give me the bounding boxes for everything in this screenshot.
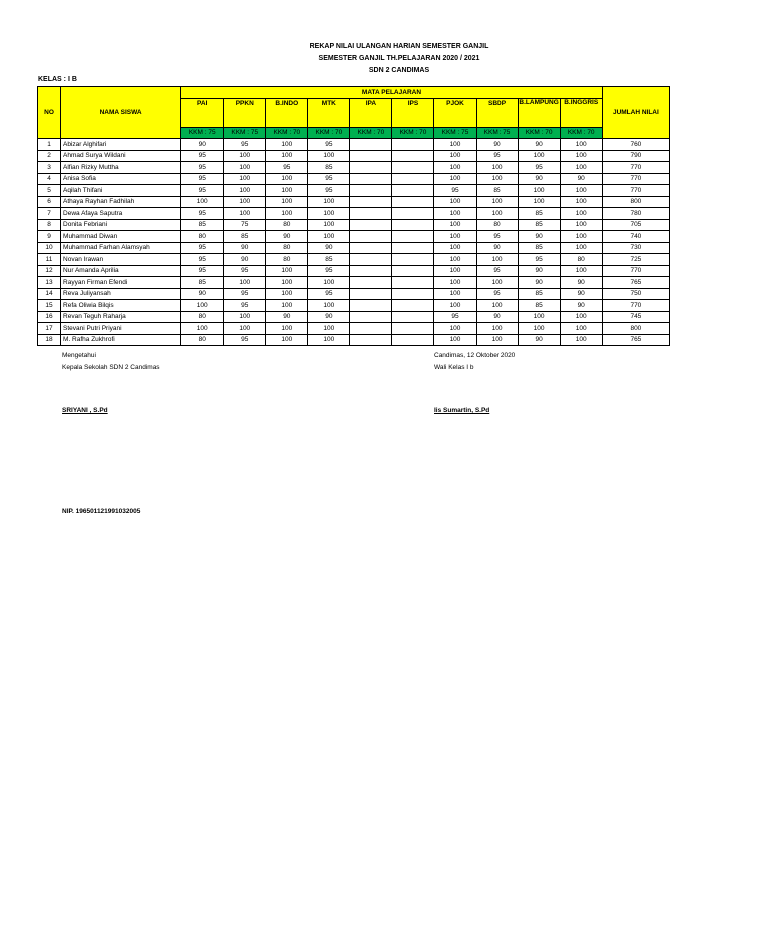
score-cell xyxy=(350,173,392,185)
score-cell: 90 xyxy=(518,265,560,277)
score-cell: 85 xyxy=(518,242,560,254)
score-cell: 95 xyxy=(181,162,224,174)
table-row xyxy=(38,265,670,277)
score-cell: 100 xyxy=(560,311,602,323)
score-cell xyxy=(392,139,434,151)
score-cell: 100 xyxy=(476,300,518,312)
table-row xyxy=(38,334,670,346)
kkm-cell: KKM : 70 xyxy=(266,127,308,139)
row-number: 16 xyxy=(38,311,61,323)
footer-left xyxy=(62,350,160,374)
subject-header: SBDP xyxy=(476,98,518,127)
score-cell: 100 xyxy=(434,208,476,220)
score-cell xyxy=(392,323,434,335)
score-cell: 100 xyxy=(434,277,476,289)
score-cell: 100 xyxy=(224,150,266,162)
score-cell: 95 xyxy=(181,242,224,254)
score-cell xyxy=(350,242,392,254)
score-cell xyxy=(392,208,434,220)
score-cell: 80 xyxy=(476,219,518,231)
score-cell: 95 xyxy=(308,173,350,185)
score-cell: 100 xyxy=(476,323,518,335)
header-total: JUMLAH NILAI xyxy=(602,87,669,139)
score-cell: 100 xyxy=(476,254,518,266)
score-cell: 100 xyxy=(224,311,266,323)
score-cell: 95 xyxy=(308,265,350,277)
score-cell: 90 xyxy=(476,311,518,323)
homeroom-teacher-name: Iis Sumartin, S.Pd xyxy=(434,407,490,414)
table-row xyxy=(38,311,670,323)
score-cell: 100 xyxy=(560,231,602,243)
score-cell xyxy=(392,231,434,243)
total-score: 770 xyxy=(602,185,669,197)
title-line-2: SEMESTER GANJIL TH.PELAJARAN 2020 / 2021 xyxy=(318,55,480,62)
score-cell: 100 xyxy=(560,185,602,197)
total-score: 745 xyxy=(602,311,669,323)
total-score: 800 xyxy=(602,323,669,335)
score-cell: 100 xyxy=(434,196,476,208)
score-cell: 90 xyxy=(518,173,560,185)
score-cell: 80 xyxy=(181,231,224,243)
score-cell: 95 xyxy=(308,288,350,300)
score-cell: 95 xyxy=(476,265,518,277)
score-cell: 95 xyxy=(224,288,266,300)
score-cell xyxy=(350,288,392,300)
total-score: 790 xyxy=(602,150,669,162)
row-number: 10 xyxy=(38,242,61,254)
acknowledged-label: Mengetahui xyxy=(62,352,96,359)
student-name: Alfian Rizky Muttha xyxy=(61,162,181,174)
kkm-cell: KKM : 75 xyxy=(224,127,266,139)
score-cell xyxy=(392,185,434,197)
score-cell: 100 xyxy=(434,334,476,346)
score-cell xyxy=(392,219,434,231)
score-cell: 100 xyxy=(308,150,350,162)
table-row xyxy=(38,300,670,312)
row-number: 13 xyxy=(38,277,61,289)
score-cell: 100 xyxy=(560,150,602,162)
score-cell: 85 xyxy=(181,277,224,289)
score-cell: 95 xyxy=(181,208,224,220)
total-score: 765 xyxy=(602,334,669,346)
kkm-cell: KKM : 70 xyxy=(560,127,602,139)
subject-header: PAI xyxy=(181,98,224,127)
score-cell: 85 xyxy=(518,208,560,220)
score-cell: 100 xyxy=(224,208,266,220)
score-cell: 90 xyxy=(518,231,560,243)
student-name: Muhammad Diwan xyxy=(61,231,181,243)
principal-name: SRIYANI , S.Pd xyxy=(62,407,108,414)
score-cell: 100 xyxy=(266,300,308,312)
score-cell: 90 xyxy=(560,173,602,185)
row-number: 3 xyxy=(38,162,61,174)
score-cell: 95 xyxy=(266,162,308,174)
score-cell xyxy=(350,185,392,197)
place-date: Candimas, 12 Oktober 2020 xyxy=(434,352,516,359)
report-title xyxy=(0,41,768,77)
score-cell: 90 xyxy=(308,242,350,254)
table-body xyxy=(38,139,670,346)
student-name: Donita Febriani xyxy=(61,219,181,231)
kkm-cell: KKM : 70 xyxy=(350,127,392,139)
score-cell xyxy=(392,334,434,346)
subject-header: B.LAMPUNG xyxy=(518,98,560,127)
table-row xyxy=(38,208,670,220)
student-name: Stevani Putri Priyani xyxy=(61,323,181,335)
score-cell xyxy=(350,277,392,289)
score-cell xyxy=(392,288,434,300)
score-cell: 100 xyxy=(518,150,560,162)
table-row xyxy=(38,288,670,300)
subject-header: B.INDO xyxy=(266,98,308,127)
score-cell: 100 xyxy=(434,162,476,174)
score-cell: 100 xyxy=(224,196,266,208)
score-cell xyxy=(350,300,392,312)
row-number: 7 xyxy=(38,208,61,220)
score-cell: 100 xyxy=(266,185,308,197)
kkm-cell: KKM : 75 xyxy=(181,127,224,139)
score-cell: 95 xyxy=(476,288,518,300)
score-cell: 100 xyxy=(434,139,476,151)
score-cell: 90 xyxy=(560,288,602,300)
score-cell: 100 xyxy=(434,231,476,243)
score-cell: 95 xyxy=(181,173,224,185)
score-cell: 80 xyxy=(266,254,308,266)
total-score: 765 xyxy=(602,277,669,289)
student-name: Dewa Afaya Saputra xyxy=(61,208,181,220)
score-cell: 95 xyxy=(308,139,350,151)
score-cell: 100 xyxy=(266,277,308,289)
score-cell xyxy=(350,334,392,346)
score-cell: 90 xyxy=(181,288,224,300)
student-name: Novan Irawan xyxy=(61,254,181,266)
score-cell: 100 xyxy=(476,208,518,220)
total-score: 705 xyxy=(602,219,669,231)
score-cell: 95 xyxy=(181,185,224,197)
score-cell xyxy=(350,231,392,243)
subject-header: IPS xyxy=(392,98,434,127)
score-cell: 90 xyxy=(476,139,518,151)
table-row xyxy=(38,242,670,254)
title-line-3: SDN 2 CANDIMAS xyxy=(368,67,430,74)
student-name: Athaya Rayhan Fadhilah xyxy=(61,196,181,208)
row-number: 14 xyxy=(38,288,61,300)
score-cell xyxy=(350,139,392,151)
score-cell: 100 xyxy=(266,334,308,346)
score-cell: 80 xyxy=(181,334,224,346)
score-cell: 85 xyxy=(518,288,560,300)
grades-table xyxy=(37,86,670,346)
score-cell: 100 xyxy=(308,231,350,243)
score-cell: 95 xyxy=(224,139,266,151)
score-cell: 95 xyxy=(476,231,518,243)
score-cell: 85 xyxy=(308,162,350,174)
total-score: 770 xyxy=(602,162,669,174)
table-row xyxy=(38,323,670,335)
score-cell: 90 xyxy=(518,139,560,151)
score-cell: 100 xyxy=(560,208,602,220)
score-cell: 80 xyxy=(266,242,308,254)
table-row xyxy=(38,139,670,151)
score-cell: 95 xyxy=(434,311,476,323)
score-cell: 100 xyxy=(308,277,350,289)
score-cell: 95 xyxy=(181,150,224,162)
row-number: 6 xyxy=(38,196,61,208)
score-cell xyxy=(392,265,434,277)
total-score: 770 xyxy=(602,300,669,312)
score-cell xyxy=(350,323,392,335)
score-cell xyxy=(350,254,392,266)
kkm-cell: KKM : 70 xyxy=(308,127,350,139)
kkm-cell: KKM : 70 xyxy=(518,127,560,139)
row-number: 18 xyxy=(38,334,61,346)
table-row xyxy=(38,254,670,266)
score-cell: 100 xyxy=(224,173,266,185)
student-name: M. Rafha Zukhrofi xyxy=(61,334,181,346)
score-cell: 100 xyxy=(266,173,308,185)
score-cell xyxy=(350,265,392,277)
score-cell: 100 xyxy=(181,196,224,208)
score-cell: 100 xyxy=(434,254,476,266)
row-number: 15 xyxy=(38,300,61,312)
table-row xyxy=(38,219,670,231)
score-cell: 100 xyxy=(476,196,518,208)
score-cell: 100 xyxy=(434,219,476,231)
total-score: 760 xyxy=(602,139,669,151)
kkm-cell: KKM : 75 xyxy=(476,127,518,139)
score-cell: 100 xyxy=(266,323,308,335)
total-score: 730 xyxy=(602,242,669,254)
score-cell: 95 xyxy=(181,265,224,277)
score-cell: 90 xyxy=(266,311,308,323)
score-cell: 100 xyxy=(518,185,560,197)
row-number: 11 xyxy=(38,254,61,266)
table-row xyxy=(38,277,670,289)
kkm-cell: KKM : 70 xyxy=(392,127,434,139)
row-number: 4 xyxy=(38,173,61,185)
title-line-1: REKAP NILAI ULANGAN HARIAN SEMESTER GANJIL xyxy=(309,43,489,50)
score-cell xyxy=(392,254,434,266)
table-row xyxy=(38,231,670,243)
row-number: 2 xyxy=(38,150,61,162)
score-cell: 100 xyxy=(476,173,518,185)
kkm-cell: KKM : 75 xyxy=(434,127,476,139)
score-cell: 100 xyxy=(266,196,308,208)
student-name: Reva Juliyansah xyxy=(61,288,181,300)
row-number: 1 xyxy=(38,139,61,151)
homeroom-title: Wali Kelas I b xyxy=(434,364,474,371)
score-cell: 100 xyxy=(266,288,308,300)
table-row xyxy=(38,150,670,162)
score-cell: 100 xyxy=(224,162,266,174)
score-cell: 100 xyxy=(266,208,308,220)
score-cell: 100 xyxy=(434,323,476,335)
row-number: 9 xyxy=(38,231,61,243)
score-cell: 100 xyxy=(266,139,308,151)
total-score: 750 xyxy=(602,288,669,300)
score-cell: 90 xyxy=(518,277,560,289)
student-name: Refa Oliwia Bilqis xyxy=(61,300,181,312)
total-score: 780 xyxy=(602,208,669,220)
score-cell: 100 xyxy=(308,323,350,335)
score-cell: 95 xyxy=(308,185,350,197)
score-cell: 90 xyxy=(266,231,308,243)
score-cell: 100 xyxy=(434,150,476,162)
table-row xyxy=(38,173,670,185)
score-cell: 100 xyxy=(560,139,602,151)
score-cell: 100 xyxy=(434,300,476,312)
subject-header: PJOK xyxy=(434,98,476,127)
score-cell: 100 xyxy=(308,196,350,208)
score-cell: 100 xyxy=(224,323,266,335)
student-name: Muhammad Farhan Alamsyah xyxy=(61,242,181,254)
score-cell: 90 xyxy=(224,242,266,254)
score-cell: 100 xyxy=(518,196,560,208)
row-number: 12 xyxy=(38,265,61,277)
student-name: Nur Amanda Aprilia xyxy=(61,265,181,277)
score-cell xyxy=(392,242,434,254)
score-cell: 100 xyxy=(518,323,560,335)
table-row xyxy=(38,185,670,197)
score-cell: 100 xyxy=(434,242,476,254)
score-cell: 90 xyxy=(476,242,518,254)
total-score: 770 xyxy=(602,265,669,277)
score-cell xyxy=(350,196,392,208)
header-subject-group: MATA PELAJARAN xyxy=(181,87,603,99)
score-cell: 100 xyxy=(181,300,224,312)
score-cell: 80 xyxy=(560,254,602,266)
class-label: KELAS : I B xyxy=(38,76,77,83)
score-cell: 85 xyxy=(181,219,224,231)
row-number: 17 xyxy=(38,323,61,335)
principal-title: Kepala Sekolah SDN 2 Candimas xyxy=(62,364,160,371)
score-cell: 85 xyxy=(224,231,266,243)
score-cell: 95 xyxy=(476,150,518,162)
table-row xyxy=(38,162,670,174)
score-cell: 100 xyxy=(434,288,476,300)
score-cell: 90 xyxy=(181,139,224,151)
score-cell: 85 xyxy=(308,254,350,266)
score-cell: 100 xyxy=(560,162,602,174)
score-cell: 100 xyxy=(266,150,308,162)
score-cell: 100 xyxy=(308,334,350,346)
footer-right xyxy=(434,350,515,374)
subject-header: B.INGGRIS xyxy=(560,98,602,127)
score-cell: 95 xyxy=(518,162,560,174)
score-cell: 100 xyxy=(308,208,350,220)
total-score: 770 xyxy=(602,173,669,185)
score-cell xyxy=(392,196,434,208)
score-cell xyxy=(392,150,434,162)
score-cell: 75 xyxy=(224,219,266,231)
student-name: Abizar Alghifari xyxy=(61,139,181,151)
score-cell: 100 xyxy=(518,311,560,323)
score-cell: 95 xyxy=(518,254,560,266)
score-cell xyxy=(392,162,434,174)
score-cell: 90 xyxy=(308,311,350,323)
score-cell: 100 xyxy=(224,185,266,197)
score-cell xyxy=(392,311,434,323)
score-cell: 95 xyxy=(434,185,476,197)
score-cell xyxy=(350,219,392,231)
score-cell: 90 xyxy=(560,300,602,312)
score-cell: 85 xyxy=(476,185,518,197)
score-cell xyxy=(350,150,392,162)
score-cell: 100 xyxy=(266,265,308,277)
score-cell: 80 xyxy=(181,311,224,323)
score-cell: 100 xyxy=(224,277,266,289)
score-cell: 100 xyxy=(434,265,476,277)
score-cell: 85 xyxy=(518,219,560,231)
table-row xyxy=(38,196,670,208)
score-cell: 95 xyxy=(224,334,266,346)
score-cell: 100 xyxy=(181,323,224,335)
subject-header: PPKN xyxy=(224,98,266,127)
score-cell: 100 xyxy=(560,242,602,254)
score-cell xyxy=(350,162,392,174)
score-cell: 95 xyxy=(224,265,266,277)
score-cell xyxy=(392,277,434,289)
score-cell: 90 xyxy=(560,277,602,289)
score-cell: 100 xyxy=(560,196,602,208)
subject-header: MTK xyxy=(308,98,350,127)
header-name: NAMA SISWA xyxy=(61,87,181,139)
score-cell: 100 xyxy=(560,323,602,335)
score-cell: 90 xyxy=(518,334,560,346)
header-no: NO xyxy=(38,87,61,139)
score-cell: 90 xyxy=(224,254,266,266)
subject-header: IPA xyxy=(350,98,392,127)
student-name: Aqilah Thifani xyxy=(61,185,181,197)
score-cell: 100 xyxy=(560,334,602,346)
student-name: Anisa Sofia xyxy=(61,173,181,185)
student-name: Revan Teguh Raharja xyxy=(61,311,181,323)
score-cell: 100 xyxy=(308,300,350,312)
score-cell: 80 xyxy=(266,219,308,231)
score-cell xyxy=(350,311,392,323)
score-cell: 100 xyxy=(560,219,602,231)
score-cell xyxy=(392,300,434,312)
score-cell: 100 xyxy=(560,265,602,277)
total-score: 740 xyxy=(602,231,669,243)
score-cell xyxy=(350,208,392,220)
principal-nip: NIP. 196501121991032005 xyxy=(62,508,141,515)
score-cell: 100 xyxy=(476,162,518,174)
score-cell xyxy=(392,173,434,185)
total-score: 800 xyxy=(602,196,669,208)
row-number: 8 xyxy=(38,219,61,231)
score-cell: 100 xyxy=(308,219,350,231)
score-cell: 100 xyxy=(476,334,518,346)
row-number: 5 xyxy=(38,185,61,197)
score-cell: 100 xyxy=(434,173,476,185)
student-name: Rayyan Firman Efendi xyxy=(61,277,181,289)
student-name: Ahmad Surya Wildani xyxy=(61,150,181,162)
score-cell: 95 xyxy=(224,300,266,312)
score-cell: 85 xyxy=(518,300,560,312)
total-score: 725 xyxy=(602,254,669,266)
score-cell: 100 xyxy=(476,277,518,289)
score-cell: 95 xyxy=(181,254,224,266)
